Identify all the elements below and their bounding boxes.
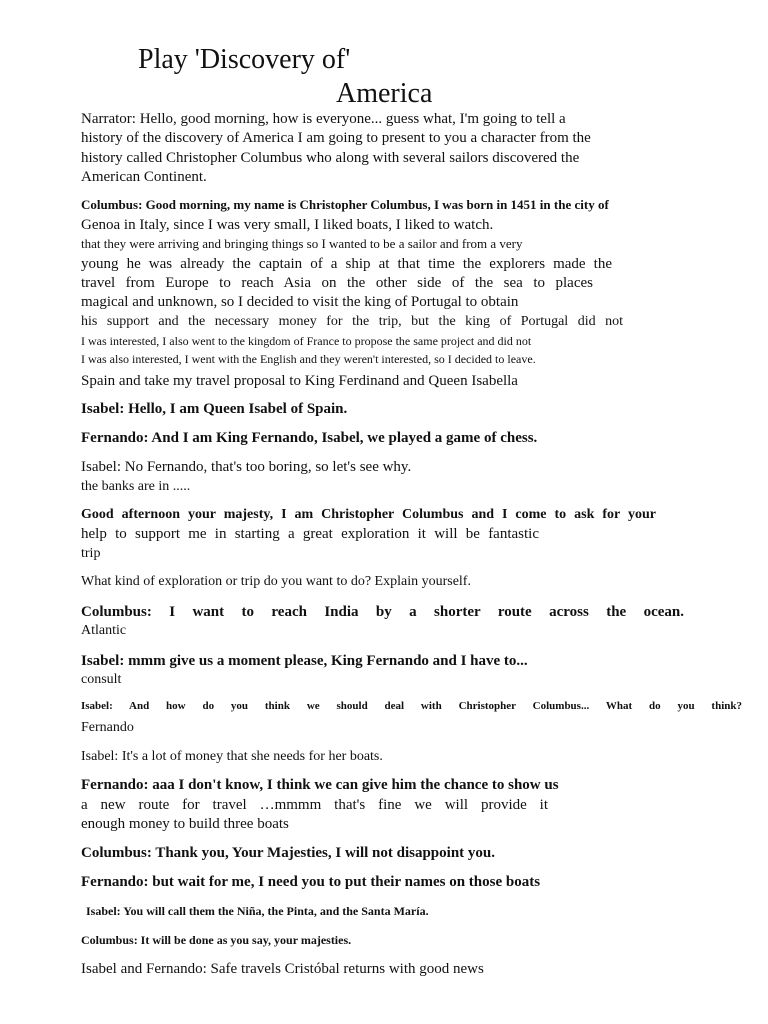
script-line: enough money to build three boats	[81, 816, 289, 832]
script-line: Fernando: aaa I don't know, I think we can give him the chance to show us	[81, 777, 559, 793]
title-line-2: America	[336, 78, 433, 109]
script-line: Columbus: Good morning, my name is Christopher Columbus, I was born in 1451 in the city of	[81, 197, 609, 212]
script-line: Spain and take my travel proposal to King Ferdinand and Queen Isabella	[81, 373, 518, 389]
script-line: a new route for travel …mmmm that's fine we will provide it	[81, 797, 548, 813]
script-line: magical and unknown, so I decided to visit the king of Portugal to obtain	[81, 294, 519, 310]
script-line: Narrator: Hello, good morning, how is everyone... guess what, I'm going to tell a	[81, 111, 566, 127]
script-line: I was also interested, I went with the English and they weren't interested, so I decided to leave.	[81, 352, 536, 366]
script-line: Isabel: Hello, I am Queen Isabel of Spain.	[81, 401, 348, 417]
script-line: consult	[81, 672, 122, 687]
script-line: young he was already the captain of a ship at that time the explorers made the	[81, 256, 612, 272]
script-line: Isabel: You will call them the Niña, the Pinta, and the Santa María.	[86, 904, 429, 918]
script-line: travel from Europe to reach Asia on the other side of the sea to places	[81, 275, 593, 291]
script-line: Fernando: but wait for me, I need you to put their names on those boats	[81, 874, 541, 890]
script-line: Fernando: And I am King Fernando, Isabel, we played a game of chess.	[81, 430, 538, 446]
script-line: I was interested, I also went to the kingdom of France to propose the same project and did not	[81, 334, 532, 348]
script-line: Isabel: And how do you think we should deal with Christopher Columbus... What do you think?	[81, 700, 742, 712]
script-line: Columbus: It will be done as you say, your majesties.	[81, 933, 352, 947]
script-line: Atlantic	[81, 623, 127, 638]
script-line: Isabel: No Fernando, that's too boring, so let's see why.	[81, 459, 412, 475]
script-line: Isabel: It's a lot of money that she needs for her boats.	[81, 749, 383, 764]
script-line: American Continent.	[81, 169, 207, 185]
script-line: help to support me in starting a great exploration it will be fantastic	[81, 526, 539, 542]
script-line: that they were arriving and bringing things so I wanted to be a sailor and from a very	[81, 236, 523, 251]
script-line: history of the discovery of America I am going to present to you a character from the	[81, 130, 591, 146]
script-line: his support and the necessary money for the trip, but the king of Portugal did not	[81, 314, 623, 329]
script-line: What kind of exploration or trip do you want to do? Explain yourself.	[81, 574, 471, 589]
script-line: Good afternoon your majesty, I am Christopher Columbus and I come to ask for your	[81, 507, 656, 522]
script-line: history called Christopher Columbus who along with several sailors discovered the	[81, 150, 580, 166]
script-line: Columbus: I want to reach India by a shorter route across the ocean.	[81, 604, 684, 620]
script-line: Isabel and Fernando: Safe travels Cristóbal returns with good news	[81, 961, 484, 977]
title-line-1: Play 'Discovery of'	[138, 44, 351, 75]
script-line: trip	[81, 546, 101, 561]
script-line: the banks are in .....	[81, 479, 191, 494]
script-line: Fernando	[81, 720, 134, 735]
script-line: Isabel: mmm give us a moment please, King Fernando and I have to...	[81, 653, 528, 669]
script-line: Columbus: Thank you, Your Majesties, I will not disappoint you.	[81, 845, 495, 861]
script-line: Genoa in Italy, since I was very small, I liked boats, I liked to watch.	[81, 217, 494, 233]
